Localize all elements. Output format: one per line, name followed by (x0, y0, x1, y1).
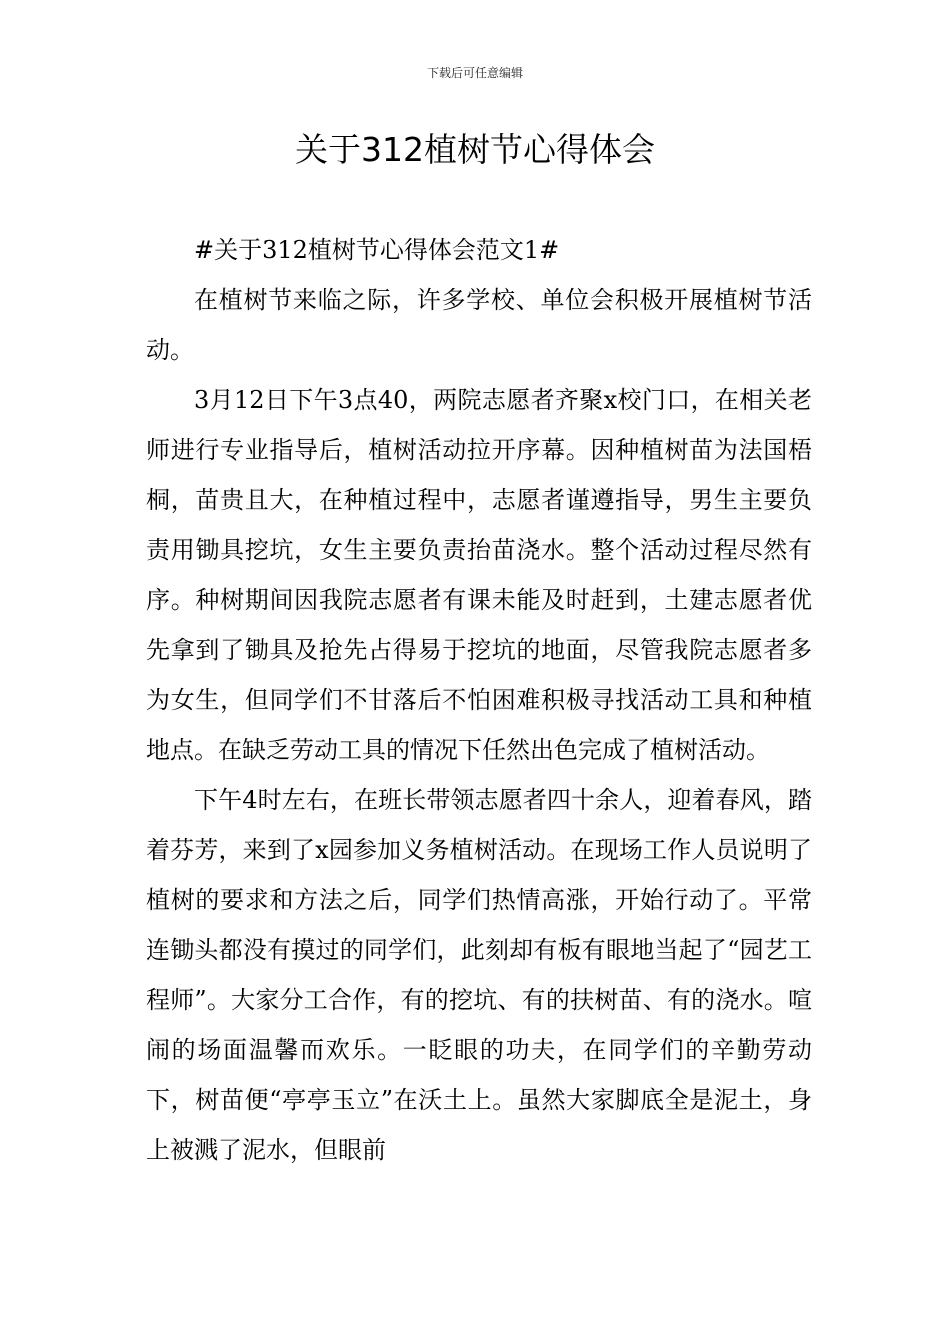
paragraph: 下午4时左右，在班长带领志愿者四十余人，迎着春风，踏着芬芳，来到了x园参加义务植树活动。在现场工作人员说明了植树的要求和方法之后，同学们热情高涨，开始行动了。平常连锄头都没有摸过的同学们，此刻却有板有眼地当起了“园艺工程师”。大家分工合作，有的挖坑、有的扶树苗、有的浇水。喧闹的场面温馨而欢乐。一眨眼的功夫，在同学们的辛勤劳动下，树苗便“亭亭玉立”在沃土上。虽然大家脚底全是泥土，身上被溅了泥水，但眼前 (146, 786, 812, 1164)
paragraph: 在植树节来临之际，许多学校、单位会积极开展植树节活动。 (146, 286, 812, 364)
header-note: 下载后可任意编辑 (426, 66, 523, 80)
document-title: 关于312植树节心得体会 (295, 130, 655, 169)
paragraph-heading: #关于312植树节心得体会范文1# (194, 236, 560, 264)
document-body (146, 225, 812, 1175)
paragraph: 3月12日下午3点40，两院志愿者齐聚x校门口，在相关老师进行专业指导后，植树活动拉开序幕。因种植树苗为法国梧桐，苗贵且大，在种植过程中，志愿者谨遵指导，男生主要负责用锄具挖坑，女生主要负责抬苗浇水。整个活动过程尽然有序。种树期间因我院志愿者有课未能及时赶到，土建志愿者优先拿到了锄具及抢先占得易于挖坑的地面，尽管我院志愿者多为女生，但同学们不甘落后不怕困难积极寻找活动工具和种植地点。在缺乏劳动工具的情况下任然出色完成了植树活动。 (146, 386, 812, 764)
